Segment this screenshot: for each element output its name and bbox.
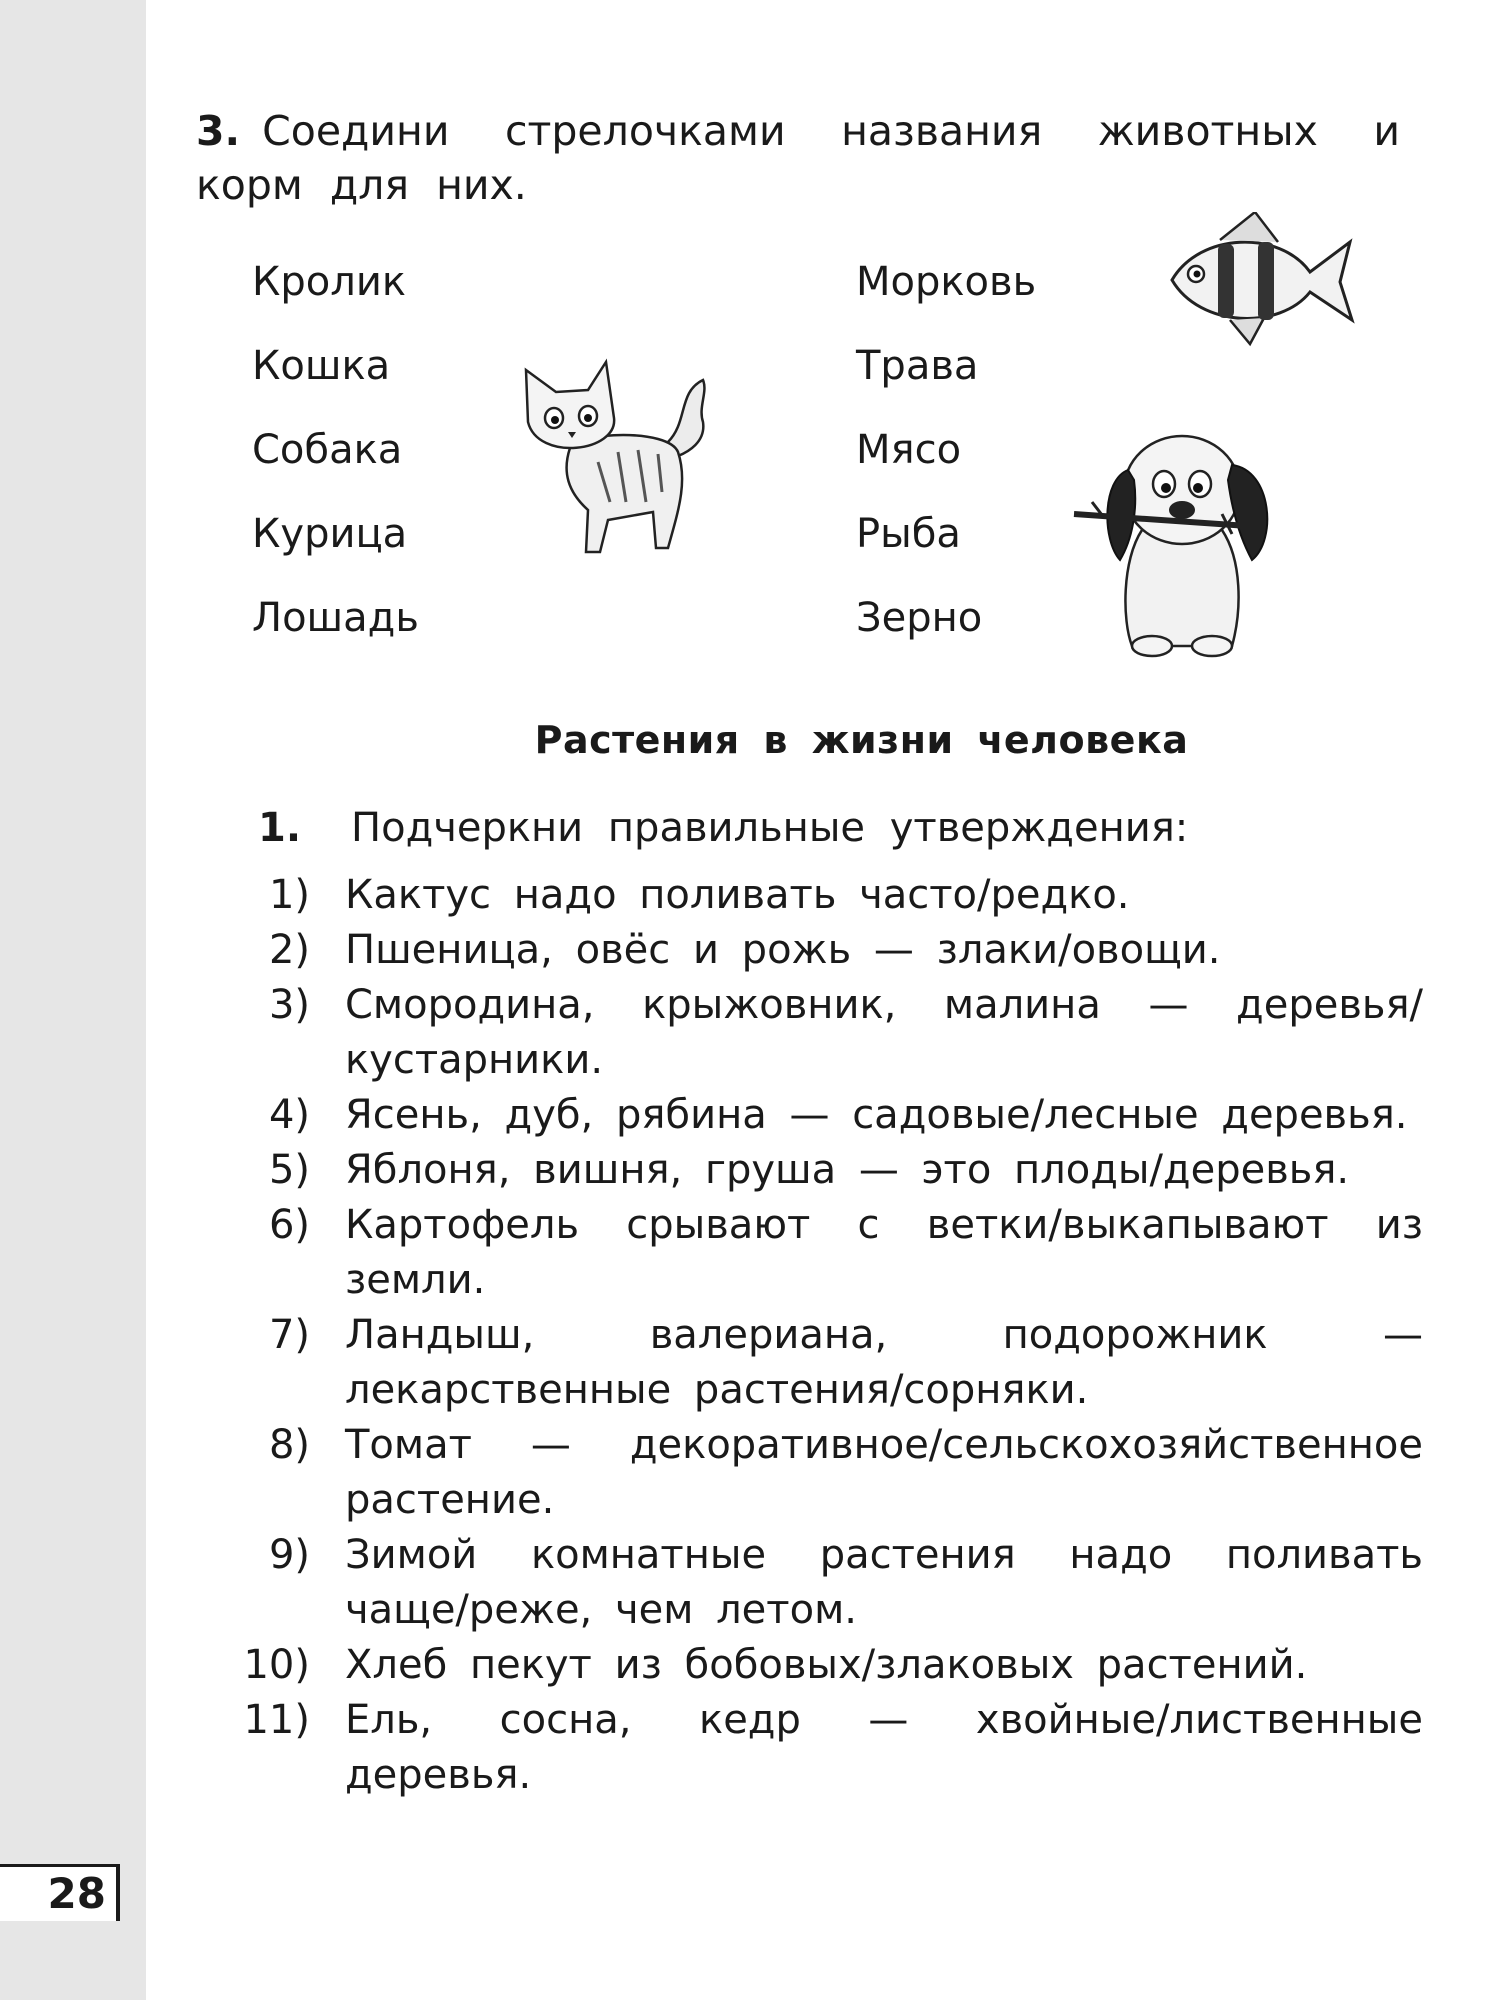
- statement-number: 7): [268, 1312, 310, 1358]
- statements-list: [0, 868, 1493, 1803]
- food-word[interactable]: Морковь: [856, 259, 1037, 305]
- statement-text[interactable]: Пшеница, овёс и рожь — злаки/овощи.: [345, 927, 1221, 973]
- statement-number: 3): [268, 982, 310, 1028]
- statement-number: 5): [268, 1147, 310, 1193]
- page-number-box: [0, 1864, 120, 1921]
- statement-text[interactable]: Ель, сосна, кедр — хвойные/лиственные деревья.: [345, 1697, 1423, 1798]
- food-word[interactable]: Рыба: [856, 511, 961, 557]
- animal-word[interactable]: Курица: [252, 511, 408, 557]
- statement-text[interactable]: Яблоня, вишня, груша — это плоды/деревья.: [345, 1147, 1350, 1193]
- statement-item: [0, 978, 1493, 1088]
- food-word[interactable]: Мясо: [856, 427, 962, 473]
- task1-number: 1.: [258, 805, 302, 851]
- statement-text[interactable]: Кактус надо поливать часто/редко.: [345, 872, 1130, 918]
- section-title: Растения в жизни человека: [534, 718, 1189, 762]
- statement-text[interactable]: Смородина, крыжовник, малина — деревья/ кустарники.: [345, 982, 1423, 1083]
- statement-number: 1): [268, 872, 310, 918]
- statement-text[interactable]: Хлеб пекут из бобовых/злаковых растений.: [345, 1642, 1308, 1688]
- statement-item: [0, 1198, 1493, 1308]
- animal-word[interactable]: Лошадь: [252, 595, 419, 641]
- statement-item: [0, 923, 1493, 978]
- statement-item: [0, 1308, 1493, 1418]
- statement-number: 6): [268, 1202, 310, 1248]
- task3-instruction: [196, 104, 1400, 212]
- statement-number: 8): [268, 1422, 310, 1468]
- dog-illustration: [1072, 410, 1292, 660]
- statement-number: 4): [268, 1092, 310, 1138]
- statement-text[interactable]: Картофель срывают с ветки/выкапывают из земли.: [345, 1202, 1423, 1303]
- animal-word[interactable]: Собака: [252, 427, 403, 473]
- animal-word[interactable]: Кошка: [252, 343, 391, 389]
- statement-item: [0, 1143, 1493, 1198]
- food-word[interactable]: Трава: [856, 343, 979, 389]
- cat-illustration: [518, 352, 728, 562]
- page-number: 28: [47, 1869, 106, 1918]
- statement-item: [0, 1528, 1493, 1638]
- task1-text: Подчеркни правильные утверждения:: [351, 805, 1189, 851]
- statement-number: 9): [268, 1532, 310, 1578]
- fish-illustration: [1160, 212, 1360, 348]
- statement-item: [0, 1418, 1493, 1528]
- animal-word[interactable]: Кролик: [252, 259, 406, 305]
- statement-text[interactable]: Ландыш, валериана, подорожник — лекарственные растения/сорняки.: [345, 1312, 1423, 1413]
- statement-item: [0, 868, 1493, 923]
- task1-instruction: [258, 805, 1188, 851]
- statement-text[interactable]: Ясень, дуб, рябина — садовые/лесные деревья.: [345, 1092, 1408, 1138]
- statement-number: 2): [268, 927, 310, 973]
- food-word[interactable]: Зерно: [856, 595, 983, 641]
- statement-item: [0, 1693, 1493, 1803]
- statement-item: [0, 1088, 1493, 1143]
- task3-number: 3.: [196, 107, 241, 155]
- statement-number: 10): [243, 1642, 310, 1688]
- task3-text: Соедини стрелочками названия животных и корм для них.: [196, 107, 1400, 209]
- statement-text[interactable]: Зимой комнатные растения надо поливать чаще/реже, чем летом.: [345, 1532, 1423, 1633]
- statement-number: 11): [243, 1697, 310, 1743]
- statement-item: [0, 1638, 1493, 1693]
- statement-text[interactable]: Томат — декоративное/сельскохозяйственное растение.: [345, 1422, 1423, 1523]
